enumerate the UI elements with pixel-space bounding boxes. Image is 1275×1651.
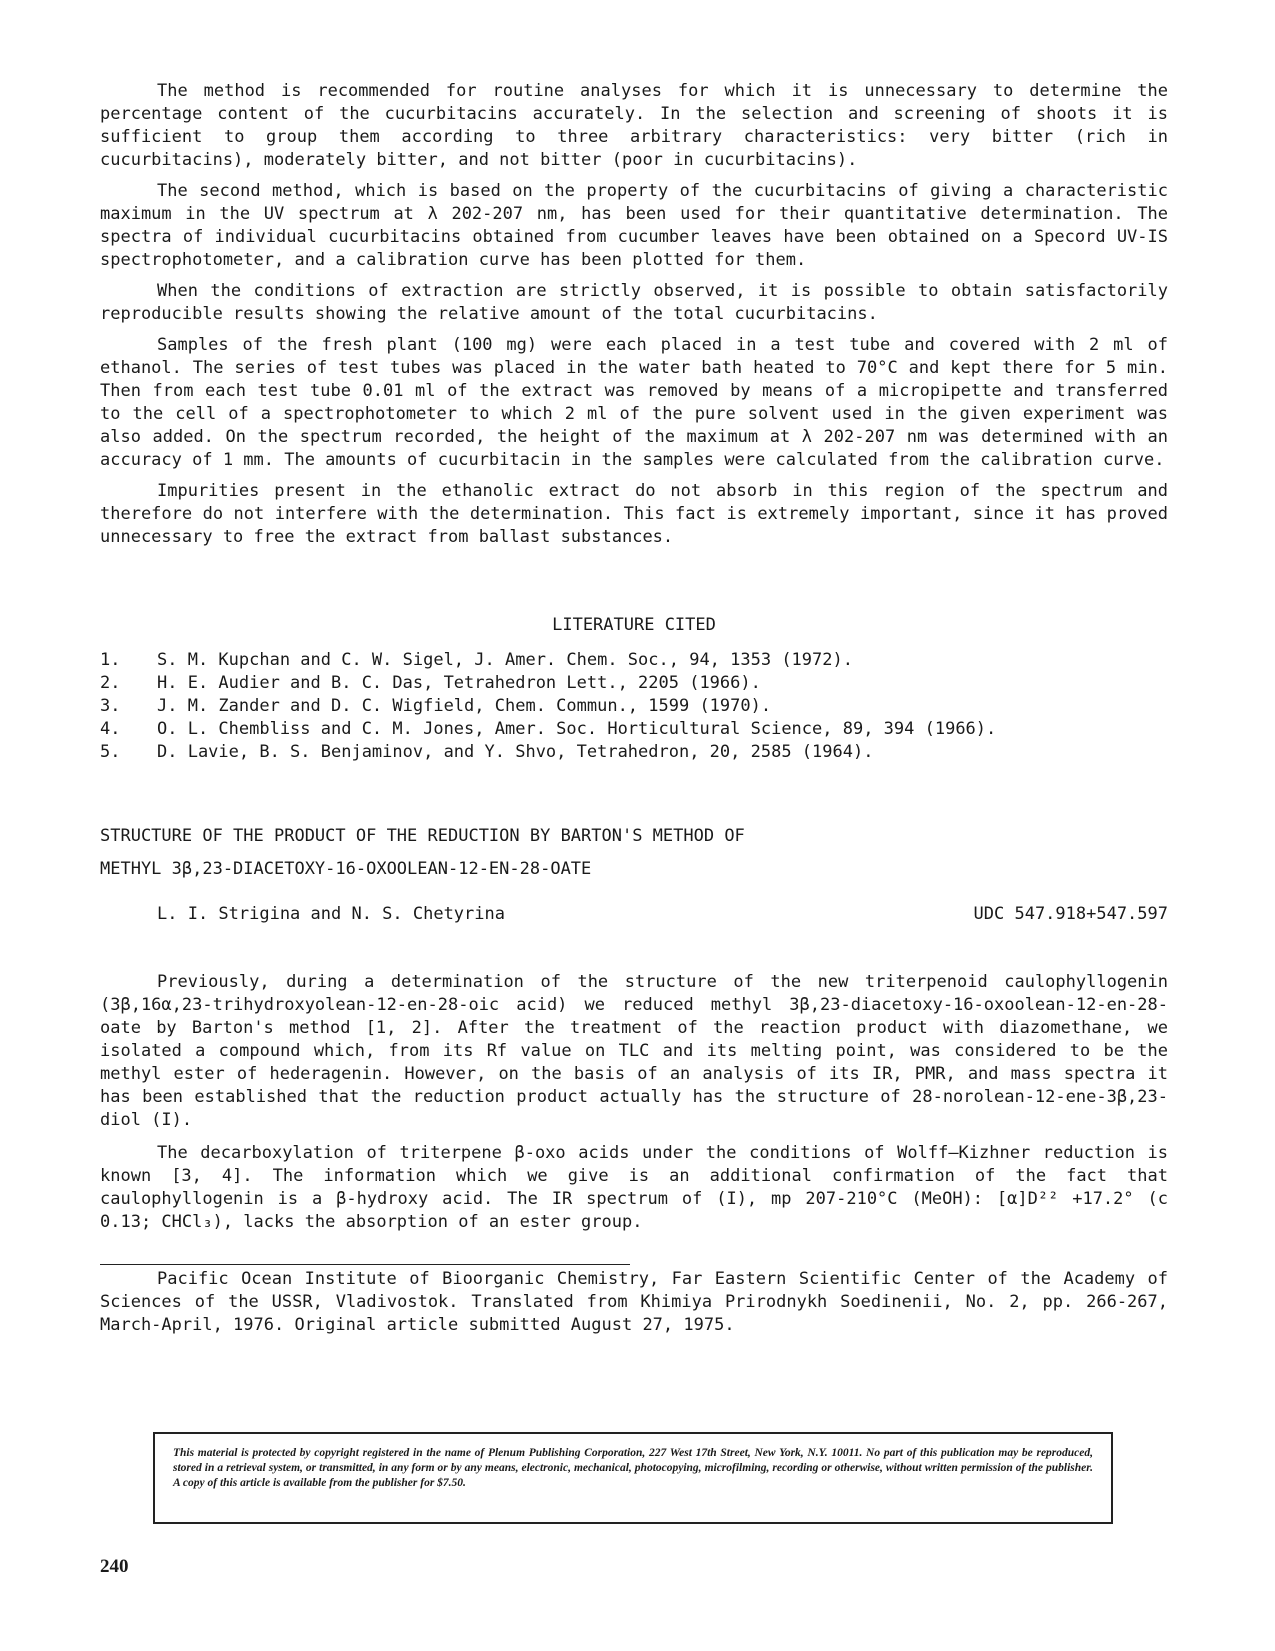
reference-item bbox=[100, 649, 1168, 672]
article-title-line-1: STRUCTURE OF THE PRODUCT OF THE REDUCTION BY BARTON'S METHOD OF bbox=[100, 826, 745, 846]
literature-section bbox=[100, 614, 1168, 764]
intro-section bbox=[100, 80, 1168, 549]
article-title bbox=[100, 825, 1168, 881]
reference-text: O. L. Chembliss and C. M. Jones, Amer. Soc. Horticultural Science, 89, 394 (1966). bbox=[157, 719, 997, 739]
reference-text: H. E. Audier and B. C. Das, Tetrahedron Lett., 2205 (1966). bbox=[157, 673, 761, 693]
reference-number: 5. bbox=[100, 742, 121, 762]
article-paragraph-1: Previously, during a determination of the structure of the new triterpenoid caulophyllogenin (3β,16α,23-trihydroxyolean-12-en-28-oic acid) we reduced methyl 3β,23-diacetoxy-16-oxoolean-12-en-28-oate by Barton's method [1, 2]. After the treatment of the reaction product with diazomethane, we isolated a compound which, from its Rf value on TLC and its melting point, was considered to be the methyl ester of hederagenin. However, on the basis of an analysis of its IR, PMR, and mass spectra it has been established that the reduction product actually has the structure of 28-norolean-12-ene-3β,23-diol (I). bbox=[100, 972, 1168, 1130]
reference-item bbox=[100, 741, 1168, 764]
reference-text: D. Lavie, B. S. Benjaminov, and Y. Shvo, Tetrahedron, 20, 2585 (1964). bbox=[157, 742, 874, 762]
intro-paragraph-5: Impurities present in the ethanolic extract do not absorb in this region of the spectrum and therefore do not interfere with the determination. This fact is extremely important, since it has proved unnecessary to free the extract from ballast substances. bbox=[100, 481, 1168, 547]
affiliation-text: Pacific Ocean Institute of Bioorganic Chemistry, Far Eastern Scientific Center of the Academy of Sciences of the USSR, Vladivostok. Translated from Khimiya Prirodnykh Soedinenii, No. 2, pp. 266-267, March-April, 1976. Original article submitted August 27, 1975. bbox=[100, 1269, 1168, 1335]
copyright-notice-box bbox=[153, 1432, 1113, 1524]
affiliation-footnote bbox=[100, 1268, 1168, 1337]
intro-paragraph-4: Samples of the fresh plant (100 mg) were each placed in a test tube and covered with 2 ml of ethanol. The series of test tubes was placed in the water bath heated to 70°C and kept there for 5 min. Then from each test tube 0.01 ml of the extract was removed by means of a micropipette and transferred to the cell of a spectrophotometer to which 2 ml of the pure solvent used in the given experiment was also added. On the spectrum recorded, the height of the maximum at λ 202-207 nm was determined with an accuracy of 1 mm. The amounts of cucurbitacin in the samples were calculated from the calibration curve. bbox=[100, 335, 1168, 470]
literature-heading: LITERATURE CITED bbox=[552, 615, 716, 635]
reference-number: 3. bbox=[100, 696, 121, 716]
article-title-line-2: METHYL 3β,23-DIACETOXY-16-OXOOLEAN-12-EN-28-OATE bbox=[100, 859, 592, 879]
page-number: 240 bbox=[100, 1556, 129, 1577]
authors: L. I. Strigina and N. S. Chetyrina bbox=[157, 904, 505, 924]
article-paragraph-2: The decarboxylation of triterpene β-oxo acids under the conditions of Wolff–Kizhner reduction is known [3, 4]. The information which we give is an additional confirmation of the fact that caulophyllogenin is a β-hydroxy acid. The IR spectrum of (I), mp 207-210°C (MeOH): [α]D²² +17.2° (c 0.13; CHCl₃), lacks the absorption of an ester group. bbox=[100, 1143, 1168, 1232]
intro-paragraph-2: The second method, which is based on the property of the cucurbitacins of giving a characteristic maximum in the UV spectrum at λ 202-207 nm, has been used for their quantitative determination. The spectra of individual cucurbitacins obtained from cucumber leaves have been obtained on a Specord UV-IS spectrophotometer, and a calibration curve has been plotted for them. bbox=[100, 181, 1168, 270]
reference-list bbox=[100, 649, 1168, 764]
reference-item bbox=[100, 672, 1168, 695]
reference-item bbox=[100, 718, 1168, 741]
reference-text: S. M. Kupchan and C. W. Sigel, J. Amer. Chem. Soc., 94, 1353 (1972). bbox=[157, 650, 853, 670]
reference-number: 4. bbox=[100, 719, 121, 739]
reference-number: 1. bbox=[100, 650, 121, 670]
intro-paragraph-1: The method is recommended for routine analyses for which it is unnecessary to determine the percentage content of the cucurbitacins accurately. In the selection and screening of shoots it is sufficient to group them according to three arbitrary characteristics: very bitter (rich in cucurbitacins), moderately bitter, and not bitter (poor in cucurbitacins). bbox=[100, 81, 1168, 170]
footnote-rule bbox=[100, 1264, 630, 1265]
intro-paragraph-3: When the conditions of extraction are strictly observed, it is possible to obtain satisfactorily reproducible results showing the relative amount of the total cucurbitacins. bbox=[100, 281, 1168, 324]
copyright-text: This material is protected by copyright registered in the name of Plenum Publishing Corporation, 227 West 17th Street, New York, N.Y. 10011. No part of this publication may be reproduced, stored in a retrieval system, or transmitted, in any form or by any means, electronic, mechanical, photocopying, microfilming, recording or otherwise, without written permission of the publisher. A copy of this article is available from the publisher for $7.50. bbox=[173, 1447, 1093, 1489]
reference-item bbox=[100, 695, 1168, 718]
udc-code: UDC 547.918+547.597 bbox=[973, 904, 1168, 924]
authors-row bbox=[100, 903, 1168, 926]
reference-text: J. M. Zander and D. C. Wigfield, Chem. Commun., 1599 (1970). bbox=[157, 696, 772, 716]
article-body bbox=[100, 971, 1168, 1234]
reference-number: 2. bbox=[100, 673, 121, 693]
